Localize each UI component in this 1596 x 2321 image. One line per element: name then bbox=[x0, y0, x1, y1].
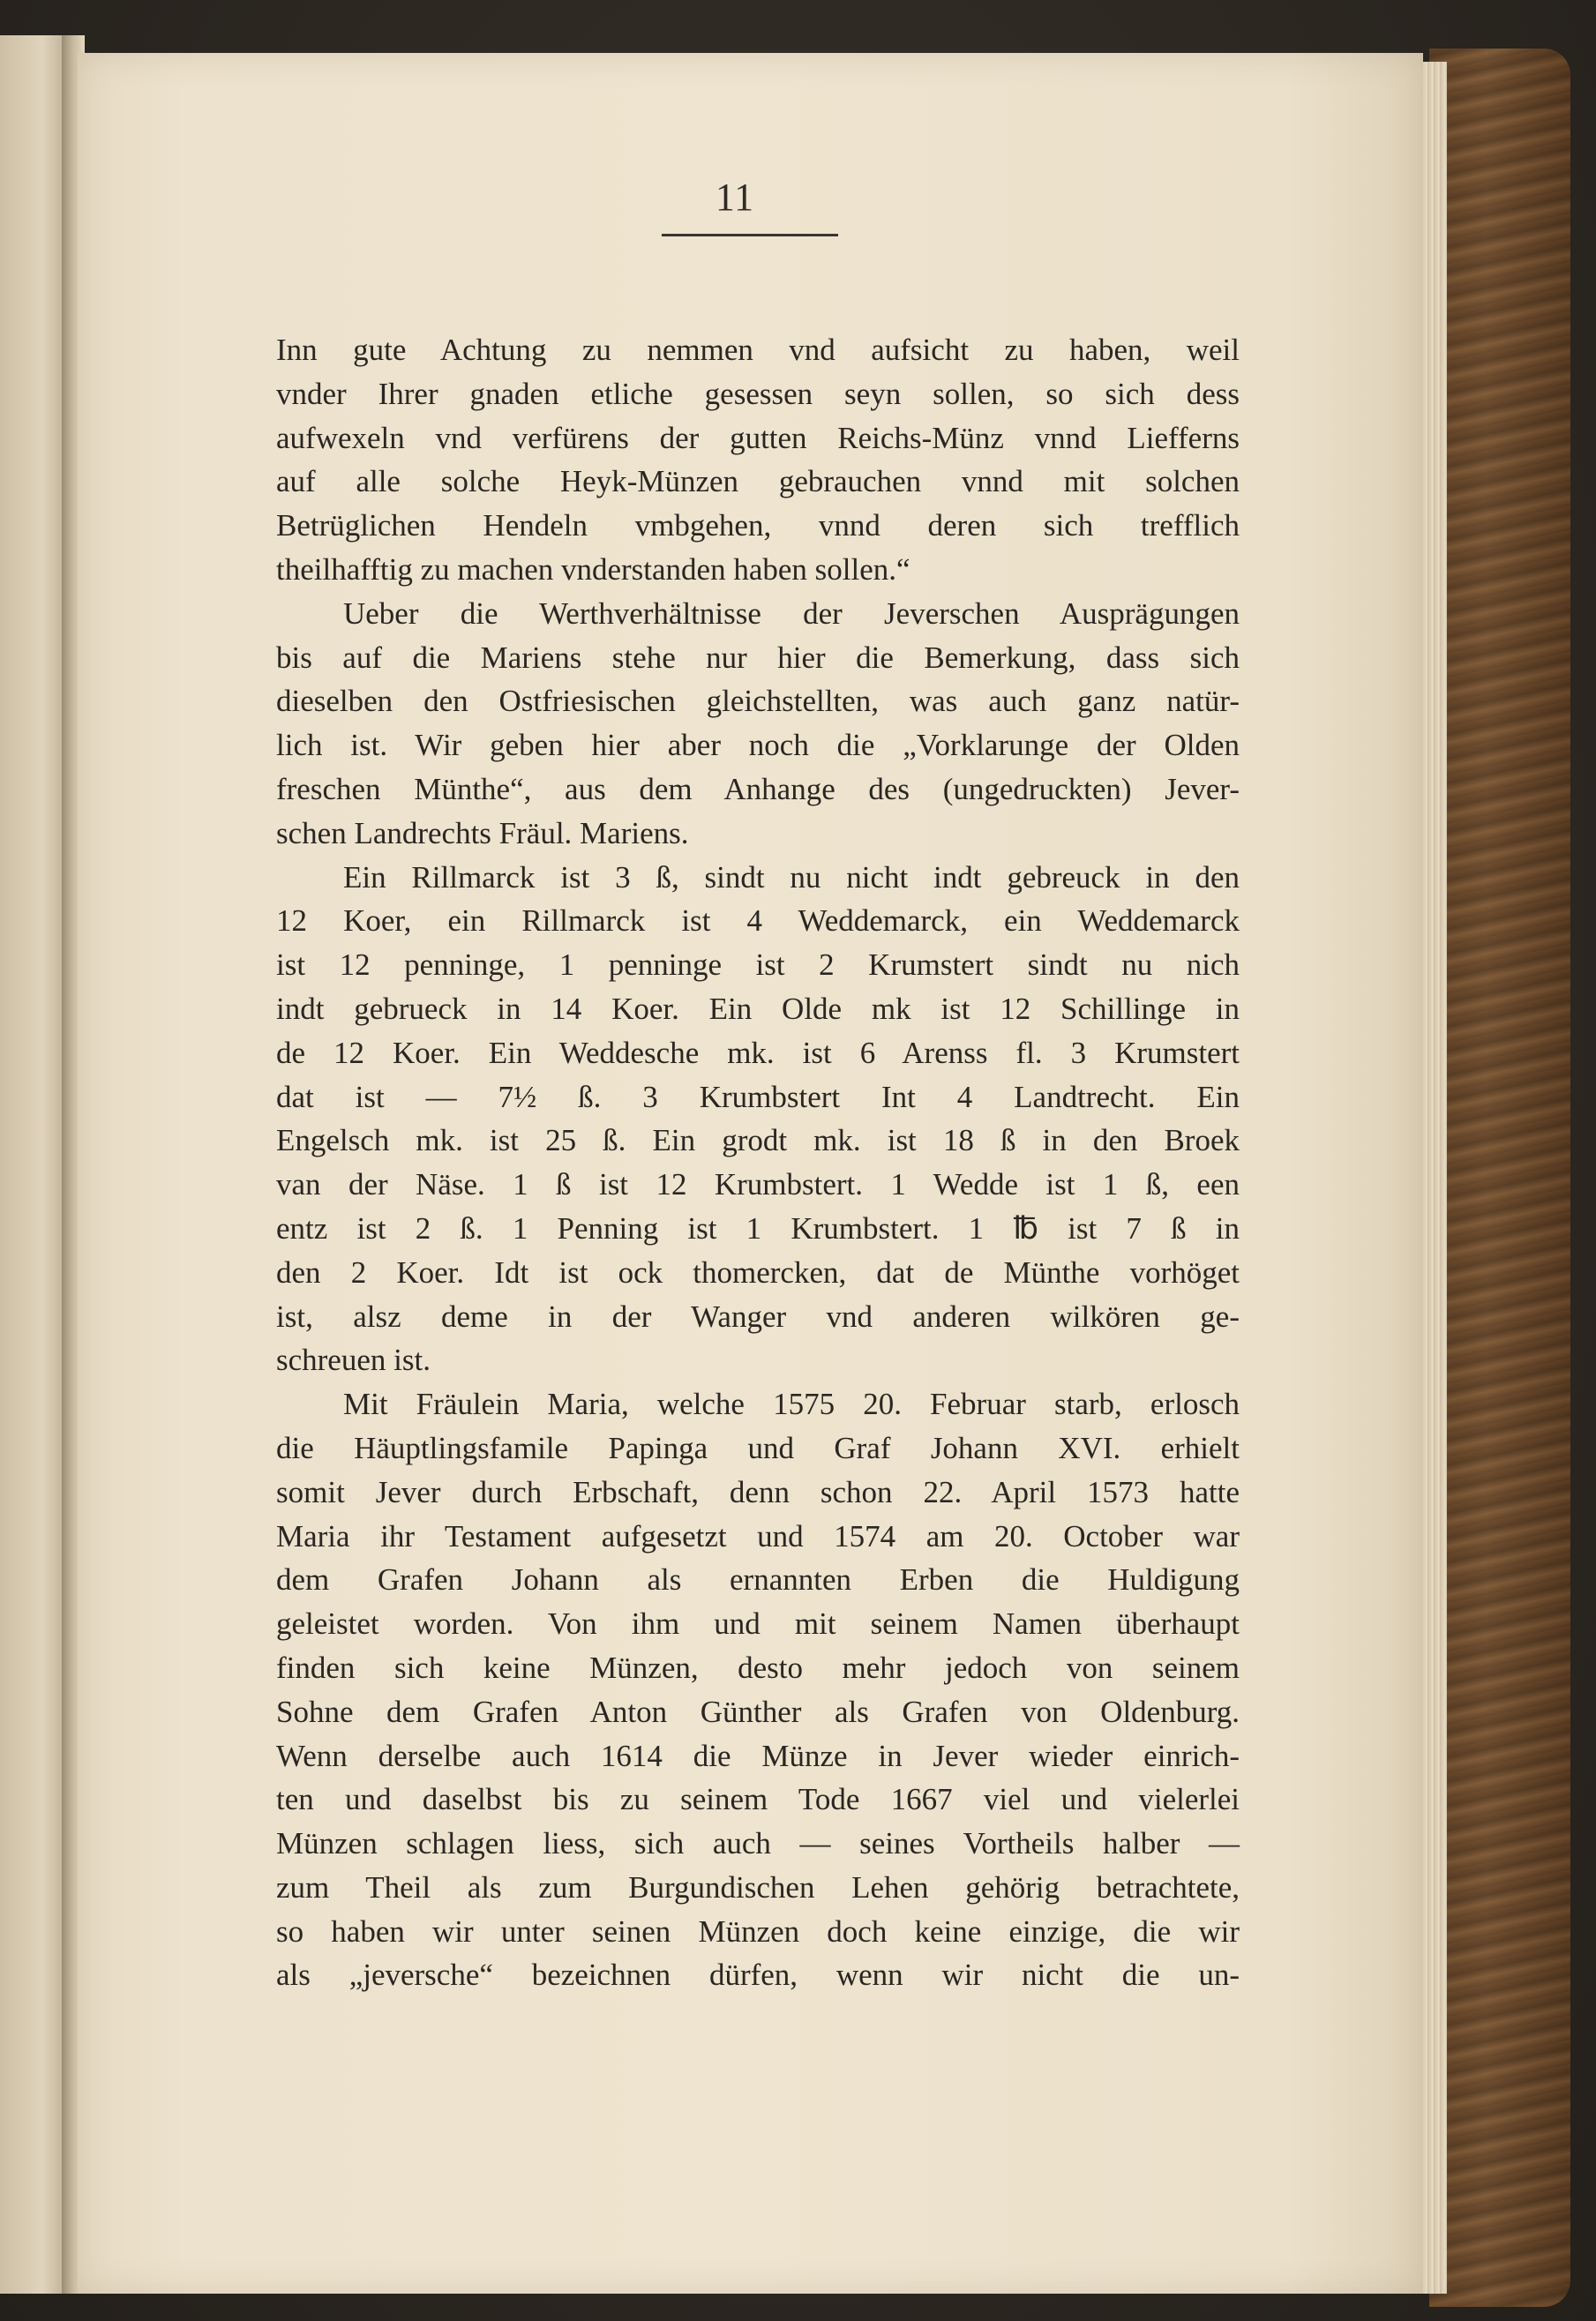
text-line: dat ist — 7½ ß. 3 Krumbstert Int 4 Landtrecht. Ein bbox=[276, 1079, 1240, 1114]
text-line: entz ist 2 ß. 1 Penning ist 1 Krumbstert. 1 ℔ ist 7 ß in bbox=[276, 1210, 1240, 1246]
text-line: bis auf die Mariens stehe nur hier die Bemerkung, dass sich bbox=[276, 640, 1240, 675]
text-line: de 12 Koer. Ein Weddesche mk. ist 6 Arenss fl. 3 Krumstert bbox=[276, 1035, 1240, 1070]
text-line: ist, alsz deme in der Wanger vnd anderen wilkören ge- bbox=[276, 1299, 1240, 1334]
text-line: freschen Münthe“, aus dem Anhange des (ungedruckten) Jever- bbox=[276, 771, 1240, 806]
text-line: die Häuptlingsfamile Papinga und Graf Johann XVI. erhielt bbox=[276, 1430, 1240, 1465]
text-line: Maria ihr Testament aufgesetzt und 1574 am 20. October war bbox=[276, 1518, 1240, 1554]
page-body-text bbox=[276, 328, 1240, 1997]
text-line: als „jeversche“ bezeichnen dürfen, wenn wir nicht die un- bbox=[276, 1958, 1240, 1993]
text-line: ten und daselbst bis zu seinem Tode 1667 viel und vielerlei bbox=[276, 1782, 1240, 1817]
text-line: Münzen schlagen liess, sich auch — seines Vortheils halber — bbox=[276, 1826, 1240, 1861]
text-line: aufwexeln vnd verfürens der gutten Reichs-Münz vnnd Liefferns bbox=[276, 420, 1240, 455]
text-line: 12 Koer, ein Rillmarck ist 4 Weddemarck, ein Weddemarck bbox=[276, 903, 1240, 939]
text-line: so haben wir unter seinen Münzen doch keine einzige, die wir bbox=[276, 1913, 1240, 1949]
text-line: den 2 Koer. Idt ist ock thomercken, dat de Münthe vorhöget bbox=[276, 1254, 1240, 1290]
text-line: Betrüglichen Hendeln vmbgehen, vnnd deren sich trefflich bbox=[276, 508, 1240, 543]
text-line: Wenn derselbe auch 1614 die Münze in Jever wieder einrich- bbox=[276, 1738, 1240, 1773]
text-line: Sohne dem Grafen Anton Günther als Grafen von Oldenburg. bbox=[276, 1694, 1240, 1729]
text-line: lich ist. Wir geben hier aber noch die „Vorklarunge der Olden bbox=[276, 728, 1240, 763]
text-line: Ein Rillmarck ist 3 ß, sindt nu nicht indt gebreuck in den bbox=[343, 859, 1240, 895]
text-line: van der Näse. 1 ß ist 12 Krumbstert. 1 Wedde ist 1 ß, een bbox=[276, 1167, 1240, 1202]
text-line: ist 12 penninge, 1 penninge ist 2 Krumstert sindt nu nich bbox=[276, 947, 1240, 983]
text-line: dieselben den Ostfriesischen gleichstellten, was auch ganz natür- bbox=[276, 684, 1240, 719]
text-line: indt gebrueck in 14 Koer. Ein Olde mk ist 12 Schillinge in bbox=[276, 991, 1240, 1026]
text-line: geleistet worden. Von ihm und mit seinem Namen überhaupt bbox=[276, 1606, 1240, 1642]
text-line: Mit Fräulein Maria, welche 1575 20. Februar starb, erlosch bbox=[343, 1387, 1240, 1422]
text-line: schreuen ist. bbox=[276, 1343, 431, 1378]
text-line: Engelsch mk. ist 25 ß. Ein grodt mk. ist 18 ß in den Broek bbox=[276, 1123, 1240, 1158]
text-line: somit Jever durch Erbschaft, denn schon 22. April 1573 hatte bbox=[276, 1474, 1240, 1509]
text-line: Inn gute Achtung zu nemmen vnd aufsicht zu haben, weil bbox=[276, 333, 1240, 367]
text-line: finden sich keine Münzen, desto mehr jedoch von seinem bbox=[276, 1650, 1240, 1685]
text-line: zum Theil als zum Burgundischen Lehen gehörig betrachtete, bbox=[276, 1869, 1240, 1905]
text-line: vnder Ihrer gnaden etliche gesessen seyn sollen, so sich dess bbox=[276, 376, 1240, 411]
book-binding bbox=[1429, 49, 1570, 2307]
text-line: dem Grafen Johann als ernannten Erben die Huldigung bbox=[276, 1562, 1240, 1598]
text-line: auf alle solche Heyk-Münzen gebrauchen vnnd mit solchen bbox=[276, 464, 1240, 499]
page-number: 11 bbox=[715, 176, 755, 219]
text-line: Ueber die Werthverhältnisse der Jeverschen Ausprägungen bbox=[343, 595, 1240, 631]
text-line: schen Landrechts Fräul. Mariens. bbox=[276, 815, 689, 850]
text-line: theilhafftig zu machen vnderstanden haben sollen.“ bbox=[276, 551, 910, 587]
facing-page bbox=[0, 35, 71, 2294]
header-rule bbox=[662, 234, 838, 236]
